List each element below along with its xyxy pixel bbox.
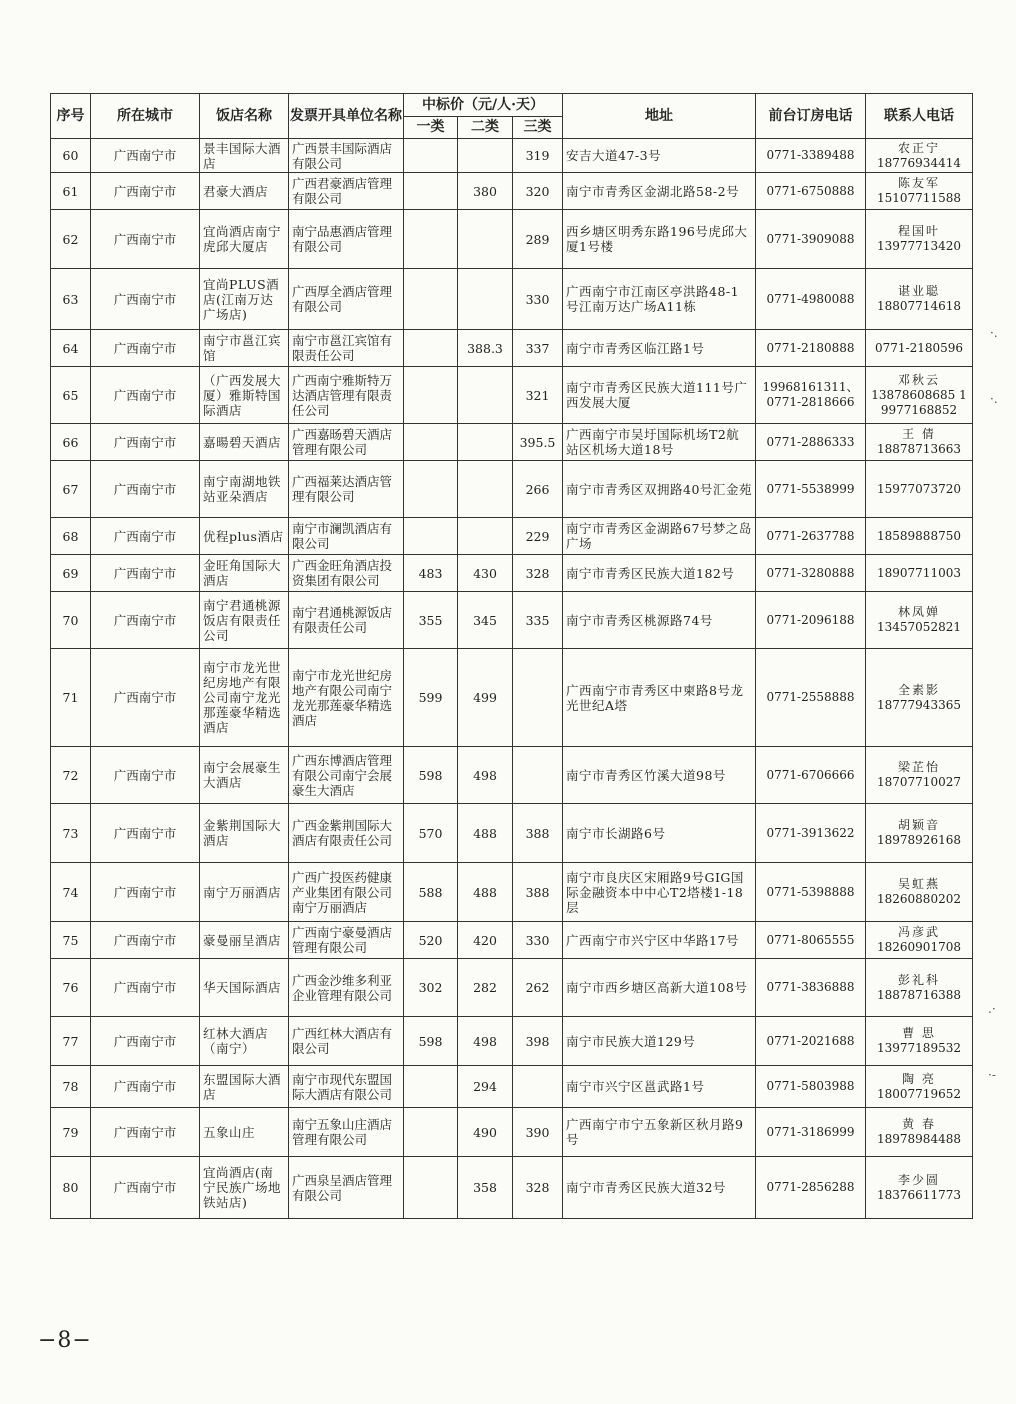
price-class2-cell: 499 (458, 649, 513, 747)
price-class2-cell (458, 210, 513, 269)
row-number: 63 (51, 269, 91, 330)
row-number: 61 (51, 173, 91, 210)
invoice-unit-cell: 广西福莱达酒店管理有限公司 (289, 461, 404, 518)
city-cell: 广西南宁市 (91, 518, 200, 555)
contact-name: 彭礼科 (897, 972, 940, 987)
address-cell: 安吉大道47-3号 (563, 139, 756, 173)
table-row (51, 518, 973, 555)
address-cell: 南宁市兴宁区邕武路1号 (563, 1066, 756, 1108)
header-address: 地址 (563, 94, 756, 139)
table-row (51, 1108, 973, 1157)
price-class2-cell (458, 518, 513, 555)
price-class3-cell (513, 649, 563, 747)
price-class1-cell (404, 330, 458, 367)
price-class2-cell: 488 (458, 804, 513, 863)
hotel-name-cell: 南宁市邕江宾馆 (200, 330, 289, 367)
contact-cell (866, 555, 973, 592)
invoice-unit-cell: 广西君豪酒店管理有限公司 (289, 173, 404, 210)
address-cell: 南宁市青秀区民族大道111号广西发展大厦 (563, 367, 756, 424)
address-cell: 南宁市青秀区临江路1号 (563, 330, 756, 367)
price-class1-cell: 570 (404, 804, 458, 863)
invoice-unit-cell: 南宁五象山庄酒店管理有限公司 (289, 1108, 404, 1157)
contact-cell (866, 959, 973, 1017)
front-desk-phone-cell: 0771-2021688 (756, 1017, 866, 1066)
contact-phone: 18978984488 (877, 1132, 961, 1146)
address-cell: 南宁市青秀区民族大道182号 (563, 555, 756, 592)
hotel-name-cell: 南宁万丽酒店 (200, 863, 289, 922)
address-cell: 南宁市青秀区民族大道32号 (563, 1157, 756, 1219)
price-class1-cell (404, 518, 458, 555)
hotel-name-cell: 南宁市龙光世纪房地产有限公司南宁龙光那莲豪华精选酒店 (200, 649, 289, 747)
contact-name: 冯彦武 (897, 925, 940, 939)
price-class3-cell: 266 (513, 461, 563, 518)
city-cell: 广西南宁市 (91, 269, 200, 330)
contact-phone: 13977189532 (877, 1041, 961, 1055)
price-class2-cell: 345 (458, 592, 513, 649)
table-row (51, 1066, 973, 1108)
invoice-unit-cell: 广西泉呈酒店管理有限公司 (289, 1157, 404, 1219)
price-class1-cell (404, 139, 458, 173)
price-class3-cell: 390 (513, 1108, 563, 1157)
contact-phone: 15107711588 (877, 191, 961, 205)
contact-name: 胡颖音 (897, 818, 940, 832)
contact-cell (866, 173, 973, 210)
row-number: 70 (51, 592, 91, 649)
price-class3-cell (513, 1066, 563, 1108)
price-class3-cell: 388 (513, 804, 563, 863)
city-cell: 广西南宁市 (91, 863, 200, 922)
city-cell: 广西南宁市 (91, 747, 200, 804)
price-class2-cell (458, 367, 513, 424)
row-number: 73 (51, 804, 91, 863)
price-class3-cell: 229 (513, 518, 563, 555)
price-class2-cell (458, 269, 513, 330)
header-class2: 二类 (458, 117, 513, 139)
address-cell: 南宁市良庆区宋厢路9号GIG国际金融资本中中心T2塔楼1-18层 (563, 863, 756, 922)
city-cell: 广西南宁市 (91, 1157, 200, 1219)
contact-cell (866, 1157, 973, 1219)
contact-phone: 18907711003 (877, 565, 961, 580)
invoice-unit-cell: 广西南宁豪曼酒店管理有限公司 (289, 922, 404, 959)
invoice-unit-cell: 广西金沙维多利亚企业管理有限公司 (289, 959, 404, 1017)
invoice-unit-cell: 南宁市澜凯酒店有限公司 (289, 518, 404, 555)
front-desk-phone-cell: 0771-2180888 (756, 330, 866, 367)
hotel-name-cell: 东盟国际大酒店 (200, 1066, 289, 1108)
price-class1-cell (404, 367, 458, 424)
contact-phone: 18777943365 (877, 697, 961, 712)
invoice-unit-cell: 广西金紫荆国际大酒店有限责任公司 (289, 804, 404, 863)
price-class2-cell: 388.3 (458, 330, 513, 367)
price-class1-cell: 355 (404, 592, 458, 649)
contact-phone: 18878713663 (877, 442, 961, 456)
invoice-unit-cell: 广西广投医药健康产业集团有限公司南宁万丽酒店 (289, 863, 404, 922)
contact-cell (866, 1108, 973, 1157)
table-row (51, 1017, 973, 1066)
front-desk-phone-cell: 0771-3836888 (756, 959, 866, 1017)
price-class1-cell: 520 (404, 922, 458, 959)
contact-phone: 18978926168 (877, 833, 961, 847)
front-desk-phone-cell: 0771-3909088 (756, 210, 866, 269)
hotel-name-cell: 南宁南湖地铁站亚朵酒店 (200, 461, 289, 518)
contact-cell (866, 1017, 973, 1066)
header-hotel: 饭店名称 (200, 94, 289, 139)
price-class2-cell: 282 (458, 959, 513, 1017)
contact-phone: 13878608685 19977168852 (871, 387, 967, 417)
invoice-unit-cell: 南宁市邕江宾馆有限责任公司 (289, 330, 404, 367)
contact-cell (866, 592, 973, 649)
contact-cell (866, 269, 973, 330)
header-invoice: 发票开具单位名称 (289, 94, 404, 139)
table-row (51, 1157, 973, 1219)
invoice-unit-cell: 广西嘉旸碧天酒店管理有限公司 (289, 424, 404, 461)
price-class2-cell: 380 (458, 173, 513, 210)
price-class3-cell: 395.5 (513, 424, 563, 461)
contact-cell (866, 649, 973, 747)
hotel-name-cell: 金旺角国际大酒店 (200, 555, 289, 592)
city-cell: 广西南宁市 (91, 804, 200, 863)
row-number: 74 (51, 863, 91, 922)
city-cell: 广西南宁市 (91, 1066, 200, 1108)
invoice-unit-cell: 南宁市龙光世纪房地产有限公司南宁龙光那莲豪华精选酒店 (289, 649, 404, 747)
hotel-name-cell: 五象山庄 (200, 1108, 289, 1157)
contact-phone: 18776934414 (877, 155, 961, 170)
address-cell: 南宁市青秀区金湖路67号梦之岛广场 (563, 518, 756, 555)
row-number: 68 (51, 518, 91, 555)
invoice-unit-cell: 南宁市现代东盟国际大酒店有限公司 (289, 1066, 404, 1108)
contact-cell (866, 210, 973, 269)
contact-name: 邓秋云 (897, 372, 940, 387)
table-row (51, 173, 973, 210)
contact-phone: 18260901708 (877, 940, 961, 954)
price-class1-cell (404, 269, 458, 330)
price-class3-cell: 330 (513, 269, 563, 330)
contact-phone: 18007719652 (877, 1086, 961, 1101)
contact-cell (866, 1066, 973, 1108)
city-cell: 广西南宁市 (91, 367, 200, 424)
price-class2-cell: 488 (458, 863, 513, 922)
city-cell: 广西南宁市 (91, 210, 200, 269)
price-class2-cell: 498 (458, 1017, 513, 1066)
price-class1-cell (404, 461, 458, 518)
front-desk-phone-cell: 0771-5538999 (756, 461, 866, 518)
price-class1-cell: 302 (404, 959, 458, 1017)
invoice-unit-cell: 广西东博酒店管理有限公司南宁会展豪生大酒店 (289, 747, 404, 804)
hotel-name-cell: 宜尚PLUS酒店(江南万达广场店) (200, 269, 289, 330)
contact-name: 王 倩 (902, 427, 936, 441)
margin-mark: ·. (990, 326, 998, 340)
table-row (51, 139, 973, 173)
table-row (51, 367, 973, 424)
header-class1: 一类 (404, 117, 458, 139)
city-cell: 广西南宁市 (91, 330, 200, 367)
contact-name: 全素影 (897, 682, 940, 697)
hotel-name-cell: 嘉暘碧天酒店 (200, 424, 289, 461)
price-class1-cell (404, 173, 458, 210)
row-number: 75 (51, 922, 91, 959)
address-cell: 南宁市青秀区金湖北路58-2号 (563, 173, 756, 210)
contact-phone: 18807714618 (877, 299, 961, 313)
front-desk-phone-cell: 0771-3913622 (756, 804, 866, 863)
price-class1-cell: 483 (404, 555, 458, 592)
price-class1-cell (404, 210, 458, 269)
hotel-name-cell: （广西发展大厦）雅斯特国际酒店 (200, 367, 289, 424)
row-number: 71 (51, 649, 91, 747)
row-number: 67 (51, 461, 91, 518)
row-number: 76 (51, 959, 91, 1017)
table-row (51, 747, 973, 804)
address-cell: 广西南宁市吴圩国际机场T2航站区机场大道18号 (563, 424, 756, 461)
table-row (51, 649, 973, 747)
invoice-unit-cell: 南宁品惠酒店管理有限公司 (289, 210, 404, 269)
contact-name: 谌业聪 (897, 284, 940, 298)
price-class3-cell: 328 (513, 555, 563, 592)
row-number: 69 (51, 555, 91, 592)
row-number: 65 (51, 367, 91, 424)
city-cell: 广西南宁市 (91, 922, 200, 959)
contact-name: 程国叶 (897, 224, 940, 238)
header-price-group: 中标价（元/人·天） (404, 94, 563, 117)
hotel-name-cell: 宜尚酒店南宁虎邱大厦店 (200, 210, 289, 269)
contact-cell (866, 424, 973, 461)
margin-mark: ·. (990, 392, 998, 406)
city-cell: 广西南宁市 (91, 461, 200, 518)
price-class3-cell: 320 (513, 173, 563, 210)
table-row (51, 959, 973, 1017)
price-class3-cell (513, 747, 563, 804)
hotel-name-cell: 优程plus酒店 (200, 518, 289, 555)
front-desk-phone-cell: 0771-2637788 (756, 518, 866, 555)
city-cell: 广西南宁市 (91, 592, 200, 649)
price-class3-cell: 289 (513, 210, 563, 269)
margin-mark: ·- (988, 1068, 996, 1082)
price-class1-cell (404, 1066, 458, 1108)
invoice-unit-cell: 南宁君通桃源饭店有限责任公司 (289, 592, 404, 649)
row-number: 66 (51, 424, 91, 461)
contact-phone: 18376611773 (877, 1187, 961, 1202)
contact-phone: 15977073720 (877, 481, 961, 496)
contact-cell (866, 461, 973, 518)
city-cell: 广西南宁市 (91, 424, 200, 461)
hotel-name-cell: 南宁君通桃源饭店有限责任公司 (200, 592, 289, 649)
front-desk-phone-cell: 0771-6750888 (756, 173, 866, 210)
contact-name: 农正宁 (897, 140, 940, 155)
contact-cell (866, 747, 973, 804)
city-cell: 广西南宁市 (91, 649, 200, 747)
contact-name: 林凤婵 (897, 605, 940, 619)
header-class3: 三类 (513, 117, 563, 139)
price-class1-cell (404, 1108, 458, 1157)
address-cell: 南宁市青秀区双拥路40号汇金苑 (563, 461, 756, 518)
front-desk-phone-cell: 0771-3280888 (756, 555, 866, 592)
page-number: −8− (38, 1328, 92, 1353)
front-desk-phone-cell: 0771-3186999 (756, 1108, 866, 1157)
hotel-name-cell: 宜尚酒店(南宁民族广场地铁站店) (200, 1157, 289, 1219)
row-number: 60 (51, 139, 91, 173)
price-class3-cell: 388 (513, 863, 563, 922)
city-cell: 广西南宁市 (91, 1108, 200, 1157)
contact-phone: 13977713420 (877, 239, 961, 253)
contact-cell (866, 139, 973, 173)
front-desk-phone-cell: 0771-5803988 (756, 1066, 866, 1108)
front-desk-phone-cell: 0771-8065555 (756, 922, 866, 959)
address-cell: 广西南宁市江南区亭洪路48-1号江南万达广场A11栋 (563, 269, 756, 330)
row-number: 78 (51, 1066, 91, 1108)
table-body (51, 139, 973, 1219)
city-cell: 广西南宁市 (91, 139, 200, 173)
front-desk-phone-cell: 0771-2096188 (756, 592, 866, 649)
contact-cell (866, 518, 973, 555)
contact-phone: 18707710027 (877, 775, 961, 789)
row-number: 62 (51, 210, 91, 269)
contact-name: 陶 亮 (902, 1071, 936, 1086)
contact-name: 黄 春 (902, 1117, 936, 1131)
contact-phone: 18260880202 (877, 892, 961, 906)
table-row (51, 863, 973, 922)
address-cell: 南宁市西乡塘区高新大道108号 (563, 959, 756, 1017)
price-class1-cell: 598 (404, 747, 458, 804)
address-cell: 西乡塘区明秀东路196号虎邱大厦1号楼 (563, 210, 756, 269)
price-class1-cell (404, 424, 458, 461)
front-desk-phone-cell: 0771-2886333 (756, 424, 866, 461)
table-row (51, 424, 973, 461)
price-class1-cell: 588 (404, 863, 458, 922)
contact-cell (866, 367, 973, 424)
table-row (51, 922, 973, 959)
price-class1-cell: 598 (404, 1017, 458, 1066)
front-desk-phone-cell: 19968161311、0771-2818666 (756, 367, 866, 424)
hotel-name-cell: 红林大酒店（南宁） (200, 1017, 289, 1066)
contact-name: 梁芷怡 (897, 760, 940, 774)
front-desk-phone-cell: 0771-4980088 (756, 269, 866, 330)
front-desk-phone-cell: 0771-6706666 (756, 747, 866, 804)
contact-cell (866, 330, 973, 367)
table-row (51, 330, 973, 367)
price-class2-cell: 490 (458, 1108, 513, 1157)
price-class1-cell: 599 (404, 649, 458, 747)
header-front-desk: 前台订房电话 (756, 94, 866, 139)
price-class2-cell: 498 (458, 747, 513, 804)
table-row (51, 461, 973, 518)
contact-name: 李少圆 (897, 1172, 940, 1187)
hotel-name-cell: 南宁会展豪生大酒店 (200, 747, 289, 804)
invoice-unit-cell: 广西红林大酒店有限公司 (289, 1017, 404, 1066)
price-class3-cell: 262 (513, 959, 563, 1017)
address-cell: 南宁市长湖路6号 (563, 804, 756, 863)
address-cell: 南宁市青秀区桃源路74号 (563, 592, 756, 649)
invoice-unit-cell: 广西金旺角酒店投资集团有限公司 (289, 555, 404, 592)
front-desk-phone-cell: 0771-3389488 (756, 139, 866, 173)
contact-cell (866, 804, 973, 863)
city-cell: 广西南宁市 (91, 173, 200, 210)
price-class2-cell: 294 (458, 1066, 513, 1108)
front-desk-phone-cell: 0771-2558888 (756, 649, 866, 747)
invoice-unit-cell: 广西南宁雅斯特万达酒店管理有限责任公司 (289, 367, 404, 424)
table-row (51, 555, 973, 592)
row-number: 79 (51, 1108, 91, 1157)
header-contact: 联系人电话 (866, 94, 973, 139)
price-class2-cell: 420 (458, 922, 513, 959)
hotel-name-cell: 华天国际酒店 (200, 959, 289, 1017)
contact-phone: 18878716388 (877, 987, 961, 1002)
front-desk-phone-cell: 0771-5398888 (756, 863, 866, 922)
price-class3-cell: 335 (513, 592, 563, 649)
invoice-unit-cell: 广西厚全酒店管理有限公司 (289, 269, 404, 330)
contact-name: 吴虹燕 (897, 877, 940, 891)
header-city: 所在城市 (91, 94, 200, 139)
table-row (51, 804, 973, 863)
contact-phone: 0771-2180596 (874, 340, 964, 355)
price-class3-cell: 330 (513, 922, 563, 959)
hotel-name-cell: 金紫荆国际大酒店 (200, 804, 289, 863)
row-number: 80 (51, 1157, 91, 1219)
city-cell: 广西南宁市 (91, 1017, 200, 1066)
front-desk-phone-cell: 0771-2856288 (756, 1157, 866, 1219)
table-row (51, 210, 973, 269)
row-number: 77 (51, 1017, 91, 1066)
address-cell: 广西南宁市兴宁区中华路17号 (563, 922, 756, 959)
city-cell: 广西南宁市 (91, 555, 200, 592)
address-cell: 南宁市民族大道129号 (563, 1017, 756, 1066)
city-cell: 广西南宁市 (91, 959, 200, 1017)
contact-name: 陈友军 (897, 176, 940, 190)
address-cell: 广西南宁市宁五象新区秋月路9号 (563, 1108, 756, 1157)
contact-phone: 18589888750 (877, 528, 961, 543)
price-class2-cell (458, 461, 513, 518)
contact-cell (866, 922, 973, 959)
table-row (51, 269, 973, 330)
price-class2-cell (458, 424, 513, 461)
hotel-name-cell: 豪曼丽呈酒店 (200, 922, 289, 959)
contact-phone: 13457052821 (877, 620, 961, 634)
address-cell: 广西南宁市青秀区中柬路8号龙光世纪A塔 (563, 649, 756, 747)
invoice-unit-cell: 广西景丰国际酒店有限公司 (289, 139, 404, 173)
contact-name: 曹 思 (902, 1026, 936, 1040)
price-class2-cell (458, 139, 513, 173)
margin-mark: .· (988, 1002, 996, 1016)
contact-cell (866, 863, 973, 922)
table-row (51, 592, 973, 649)
price-class1-cell (404, 1157, 458, 1219)
row-number: 64 (51, 330, 91, 367)
price-class3-cell: 321 (513, 367, 563, 424)
price-class3-cell: 337 (513, 330, 563, 367)
header-no: 序号 (51, 94, 91, 139)
price-class2-cell: 430 (458, 555, 513, 592)
price-class2-cell: 358 (458, 1157, 513, 1219)
row-number: 72 (51, 747, 91, 804)
hotel-name-cell: 君豪大酒店 (200, 173, 289, 210)
price-class3-cell: 319 (513, 139, 563, 173)
price-class3-cell: 328 (513, 1157, 563, 1219)
hotel-name-cell: 景丰国际大酒店 (200, 139, 289, 173)
price-class3-cell: 398 (513, 1017, 563, 1066)
hotel-price-table (50, 93, 973, 1219)
address-cell: 南宁市青秀区竹溪大道98号 (563, 747, 756, 804)
